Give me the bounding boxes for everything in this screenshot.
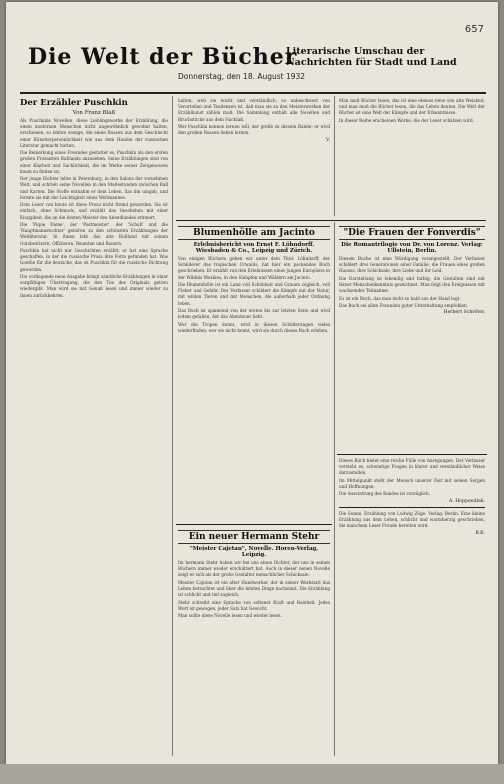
signature: A. Hoppendiek. <box>449 498 485 504</box>
column-right-top <box>339 98 485 218</box>
paragraph: Wer Puschkin kennen lernen will, der greife zu diesem Bande; er wird den großen Russen lieben lernen. <box>178 124 330 136</box>
paragraph: Die Darstellung ist lebendig und farbig, die Gestalten sind mit feiner Menschenkenntnis gezeichnet. Man folgt den Ereignissen mit wachsender Teilnahme. <box>339 275 485 294</box>
paragraph: Man sollte diese Novelle lesen und wieder lesen. <box>178 613 282 619</box>
paragraph: Als Puschkins Novellen, diese Lieblingswerke der Erzählung, die einen modernen Menschen nicht ungewöhnlich gewohnt halten, erschienen, so lebten wenige, die einen Russen aus dem Geschlecht einer Künstlerpersönlichkeit wie aus dem Haufen der russischen Literatur gemacht hatten. <box>20 118 168 148</box>
paragraph: Die Blumenhölle ist ein Land voll Schönheit und Grauen zugleich, voll Fieber und Gefahr. Der Verfasser schildert die Kämpfe mit der Natur, mit wilden Tieren und mit Menschen, die außerhalb jeder Ordnung leben. <box>178 282 330 306</box>
signature: V. <box>326 137 330 143</box>
paragraph: Die Sonne, Erzählung von Ludwig Zöge. Verlag: Berlin. Eine kleine Erzählung aus dem Leben, schlicht und warmherzig geschrieben, die manchem Leser Freude bereiten wird. <box>339 510 485 529</box>
paragraph: Das Buch sei allen Freunden guter Unterhaltung empfohlen. <box>339 302 469 308</box>
paragraph: Von einigen Büchern gehen wir unter dem Titel: Löhndorff, der Schilderer des tropischen Urwalds, hat hier ein packendes Buch geschrieben. Er erzählt von den Erlebnissen eines jungen Europäers in der Wildnis Mexikos, in den Sümpfen und Wäldern am Jacinto. <box>178 256 330 280</box>
paragraph: Die vorliegende neue Ausgabe bringt sämtliche Erzählungen in einer sorgfältigen Übertragung, die den Ton des Originals getreu wiedergibt. Man wird sie mit Genuß lesen und immer wieder zu ihnen zurückkehren. <box>20 274 168 298</box>
article-byline: Erlebnisbericht von Ernst F. Löhndorff. Wiesbaden & Co., Leipzig und Zürich. <box>193 242 315 254</box>
paragraph: Man muß Bücher lesen, das ist eine ebenso neue wie alte Weisheit, und man muß die Bücher lesen, die das Leben deuten. Die Welt der Bücher ist eine Welt der Kämpfe und der Erkenntnisse. <box>339 98 485 116</box>
scanner-bottom-band <box>0 764 504 784</box>
column-middle-mid <box>178 224 330 524</box>
newspaper-page <box>6 2 498 765</box>
paragraph: Das Buch ist spannend von der ersten bis zur letzten Seite und wird jedem gefallen, der das Abenteuer liebt. <box>178 308 330 320</box>
paragraph: Im hermann Stehr haben wir bei uns einen Dichter, der uns in seinen Büchern immer wieder erschüttert hat. Auch in dieser neuen Novelle zeigt er sich als der große Gestalter menschlicher Schicksale. <box>178 560 330 578</box>
column-left <box>20 98 168 758</box>
signature: Herbert Schröter. <box>443 310 485 316</box>
masthead-title: Die Welt der Bücher <box>28 44 298 70</box>
paragraph: Im Mittelpunkt steht der Mensch unserer Zeit mit seinen Sorgen und Hoffnungen. <box>339 477 485 489</box>
column-right-low <box>339 458 485 756</box>
section-rule <box>176 524 332 525</box>
masthead-rule <box>20 92 486 94</box>
paragraph: Der junge Dichter lebte in Petersburg, in den Salons der vornehmen Welt, und schrieb seine Novellen in den Mußestunden zwischen Ball und Karten. Die Stoffe entnahm er dem Leben, das ihn umgab, und formte sie mit der Leichtigkeit eines Weltmannes. <box>20 176 168 200</box>
paragraph: Die 'Pique Dame', der 'Postmeister', der 'Schuß' und die 'Hauptmannstochter' gehören zu den schönsten Erzählungen der Weltliteratur. In ihnen lebt das alte Rußland mit seinen Gutsbesitzern, Offizieren, Beamten und Bauern. <box>20 222 168 246</box>
page-number: 657 <box>464 24 484 35</box>
signature: B.B. <box>475 530 485 536</box>
column-middle-low <box>178 528 330 756</box>
paragraph: Dem Leser von heute ist diese Prosa nicht fremd geworden. Sie ist einfach, ohne Schmuck, und erzählt das Geschehen mit einer Knappheit, die an die besten Meister des Abendlandes erinnert. <box>20 202 168 220</box>
paragraph: Die Ausstattung des Bandes ist vorzüglich. <box>339 491 431 497</box>
article-byline: "Meister Cajetan", Novelle. Horen-Verlag, Leipzig. <box>189 546 319 558</box>
column-divider <box>334 96 335 216</box>
paragraph: Meister Cajetan ist ein alter Handwerker, der in seiner Werkstatt das Leben betrachtet und über die letzten Dinge nachsinnt. Die Erzählung ist schlicht und tief zugleich. <box>178 579 330 598</box>
article-byline: Die Romantrilogie von Dr. von Lorenz. Verlag: Ullstein, Berlin. <box>341 242 483 254</box>
article-heading: "Die Frauen der Fonverdis" <box>339 226 485 240</box>
paragraph: Stehr schreibt eine Sprache von seltener Kraft und Reinheit. Jedes Wort ist gewogen, jeder Satz hat Gewicht. <box>178 599 330 611</box>
paragraph: Die Bemerkung eines Freundes gestattet es, Puschkin als den ersten großen Prosaisten Rußlands anzusehen. Seine Erzählungen sind von einer Klarheit und Sachlichkeit, die im Werke seiner Zeitgenossen kaum zu finden ist. <box>20 150 168 174</box>
masthead-date: Donnerstag, den 18. August 1932 <box>178 72 306 81</box>
article-author: Von Franz Blaß <box>72 110 116 116</box>
section-rule <box>176 220 486 221</box>
article-heading: Der Erzähler Puschkin <box>20 98 128 108</box>
column-divider <box>172 96 173 756</box>
article-heading: Ein neuer Hermann Stehr <box>178 530 330 544</box>
paragraph: Puschkin hat nicht nur Geschichten erzählt; er hat eine Sprache geschaffen, in der die russische Prosa ihre Form gefunden hat. Was Goethe für die deutsche, das ist Puschkin für die russische Dichtung geworden. <box>20 248 168 272</box>
paragraph: Es ist ein Buch, das man nicht so bald aus der Hand legt. <box>339 295 461 301</box>
paragraph: Wer die Tropen kennt, wird in diesen Schilderungen vieles wiederfinden; wer sie nicht kennt, wird sie durch dieses Buch erleben. <box>178 321 330 333</box>
column-middle-top <box>178 98 330 218</box>
paragraph: halten, weil sie leicht und verständlich, so unbeschwert von Vorurteilen und Tendenzen ist, daß man sie zu den Meisterwerken der Erzählkunst zählen muß. Die Sammlung enthält alle Novellen und Bruchstücke aus dem Nachlaß. <box>178 98 330 122</box>
paragraph: Dieses Buch bietet eine reiche Fülle von Anregungen. Der Verfasser versteht es, schwierige Fragen in klarer und verständlicher Weise darzustellen. <box>339 458 485 476</box>
paragraph: In dieser Reihe erscheinen Werke, die der Leser schätzen wird. <box>339 117 474 123</box>
article-heading: Blumenhölle am Jacinto <box>178 226 330 240</box>
column-divider <box>334 222 335 756</box>
masthead-subtitle: Literarische Umschau der Nachrichten für Stadt und Land <box>286 46 457 68</box>
paragraph: Diesem Buche ist eine Würdigung vorangestellt. Der Verfasser schildert drei Generationen einer Familie, die Frauen eines großen Hauses, ihre Schicksale, ihre Liebe und ihr Leid. <box>339 256 485 274</box>
section-rule <box>337 454 487 455</box>
masthead <box>28 42 468 86</box>
section-rule <box>339 507 485 508</box>
